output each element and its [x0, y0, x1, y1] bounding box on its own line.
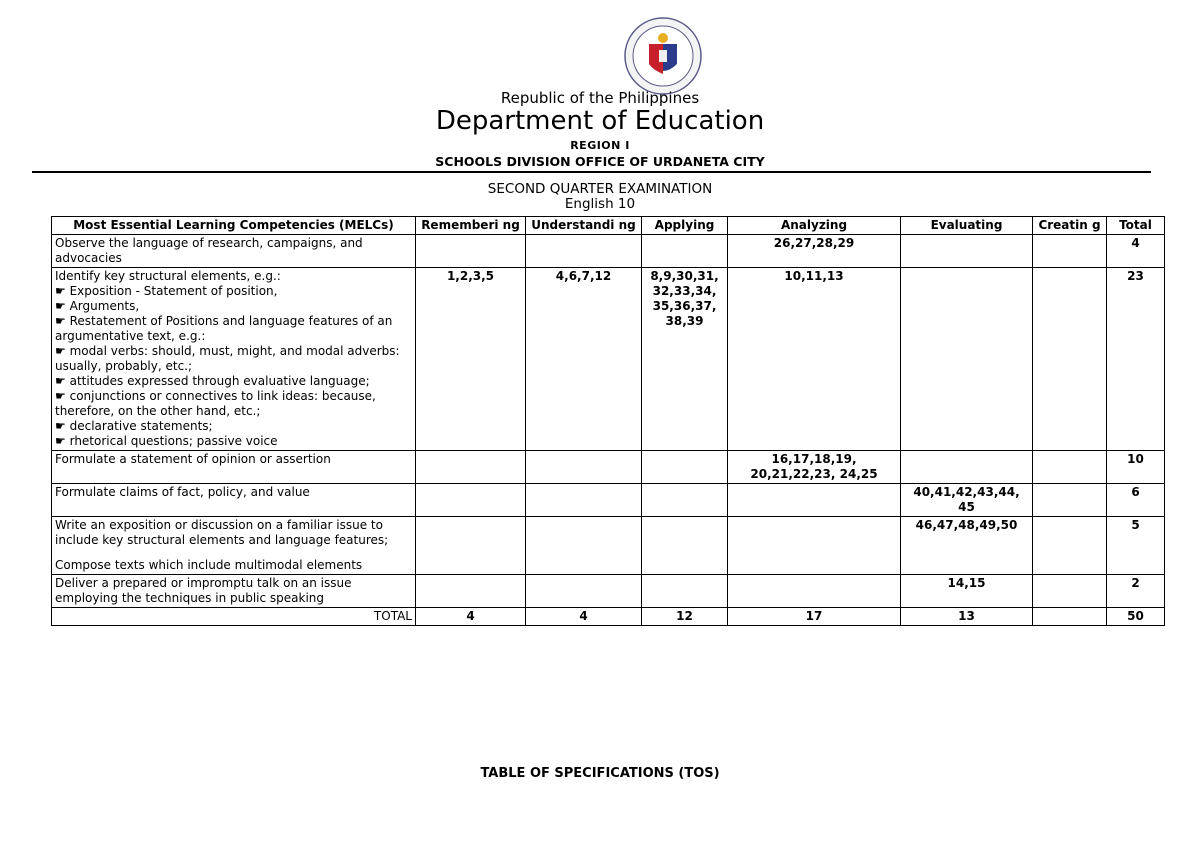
pointing-hand-icon: ☛	[55, 299, 66, 313]
melc-bullet-text: Arguments,	[69, 299, 140, 313]
melc-cell	[52, 484, 416, 517]
header-remembering: Rememberi ng	[416, 217, 526, 235]
cell-total: 6	[1107, 484, 1165, 517]
melc-bullet-item	[55, 299, 412, 314]
totals-row	[52, 608, 1165, 626]
melc-bullet-item	[55, 314, 412, 344]
division-text: SCHOOLS DIVISION OFFICE OF URDANETA CITY	[435, 154, 765, 169]
table-row	[52, 268, 1165, 451]
cell-creating	[1033, 451, 1107, 484]
table-header-row	[52, 217, 1165, 235]
cell-analyzing	[728, 575, 901, 608]
cell-remembering	[416, 517, 526, 575]
exam-title: SECOND QUARTER EXAMINATION	[487, 181, 713, 197]
cell-evaluating: 40,41,42,43,44, 45	[901, 484, 1033, 517]
melc-bullet-text: modal verbs: should, must, might, and modal adverbs: usually, probably, etc.;	[55, 344, 400, 373]
melc-text: Formulate claims of fact, policy, and value	[55, 485, 310, 499]
cell-creating	[1033, 517, 1107, 575]
cell-remembering	[416, 484, 526, 517]
cell-understanding: 4,6,7,12	[526, 268, 642, 451]
total-understanding: 4	[526, 608, 642, 626]
melc-cell	[52, 575, 416, 608]
cell-applying	[642, 451, 728, 484]
melc-bullet-text: Exposition - Statement of position,	[69, 284, 278, 298]
pointing-hand-icon: ☛	[55, 389, 66, 403]
cell-evaluating	[901, 451, 1033, 484]
melc-bullet-text: attitudes expressed through evaluative language;	[69, 374, 370, 388]
cell-creating	[1033, 484, 1107, 517]
cell-analyzing: 10,11,13	[728, 268, 901, 451]
total-analyzing: 17	[728, 608, 901, 626]
cell-understanding	[526, 484, 642, 517]
cell-applying	[642, 235, 728, 268]
table-row	[52, 484, 1165, 517]
melc-cell	[52, 517, 416, 575]
pointing-hand-icon: ☛	[55, 374, 66, 388]
pointing-hand-icon: ☛	[55, 284, 66, 298]
cell-remembering	[416, 575, 526, 608]
melc-bullet-text: declarative statements;	[69, 419, 213, 433]
subject-title: English 10	[564, 196, 636, 212]
melc-text: Observe the language of research, campaigns, and advocacies	[55, 236, 363, 265]
cell-analyzing	[728, 484, 901, 517]
cell-understanding	[526, 575, 642, 608]
cell-remembering	[416, 235, 526, 268]
cell-total: 10	[1107, 451, 1165, 484]
melc-bullet-item	[55, 344, 412, 374]
melc-cell	[52, 268, 416, 451]
melc-cell	[52, 235, 416, 268]
cell-remembering	[416, 451, 526, 484]
cell-analyzing: 26,27,28,29	[728, 235, 901, 268]
cell-applying	[642, 484, 728, 517]
cell-applying	[642, 517, 728, 575]
header-total: Total	[1107, 217, 1165, 235]
cell-total: 4	[1107, 235, 1165, 268]
department-title: Department of Education	[435, 106, 765, 136]
cell-creating	[1033, 235, 1107, 268]
cell-applying	[642, 575, 728, 608]
table-row	[52, 451, 1165, 484]
melc-text: Compose texts which include multimodal elements	[55, 558, 363, 572]
cell-evaluating	[901, 268, 1033, 451]
cell-analyzing	[728, 517, 901, 575]
cell-analyzing: 16,17,18,19, 20,21,22,23, 24,25	[728, 451, 901, 484]
header-evaluating: Evaluating	[901, 217, 1033, 235]
header-creating: Creatin g	[1033, 217, 1107, 235]
total-remembering: 4	[416, 608, 526, 626]
melc-bullet-item	[55, 419, 412, 434]
pointing-hand-icon: ☛	[55, 344, 66, 358]
deped-seal-logo	[623, 16, 703, 96]
region-text: REGION I	[570, 139, 630, 152]
total-evaluating: 13	[901, 608, 1033, 626]
pointing-hand-icon: ☛	[55, 419, 66, 433]
cell-remembering: 1,2,3,5	[416, 268, 526, 451]
total-total: 50	[1107, 608, 1165, 626]
total-applying: 12	[642, 608, 728, 626]
cell-evaluating: 14,15	[901, 575, 1033, 608]
cell-total: 2	[1107, 575, 1165, 608]
cell-evaluating: 46,47,48,49,50	[901, 517, 1033, 575]
melc-bullet-item	[55, 284, 412, 299]
totals-label: TOTAL	[52, 608, 416, 626]
header-divider	[32, 171, 1151, 173]
pointing-hand-icon: ☛	[55, 434, 66, 448]
cell-understanding	[526, 517, 642, 575]
table-row	[52, 517, 1165, 575]
pointing-hand-icon: ☛	[55, 314, 66, 328]
cell-total: 5	[1107, 517, 1165, 575]
total-creating	[1033, 608, 1107, 626]
cell-understanding	[526, 235, 642, 268]
cell-applying: 8,9,30,31, 32,33,34, 35,36,37, 38,39	[642, 268, 728, 451]
melc-bullet-item	[55, 374, 412, 389]
melc-bullet-item	[55, 434, 412, 449]
header-analyzing: Analyzing	[728, 217, 901, 235]
melc-text: Deliver a prepared or impromptu talk on an issue employing the techniques in public speaking	[55, 576, 352, 605]
melc-bullet-text: conjunctions or connectives to link ideas: because, therefore, on the other hand, etc.;	[55, 389, 376, 418]
tos-title: TABLE OF SPECIFICATIONS (TOS)	[480, 766, 720, 781]
header-understanding: Understandi ng	[526, 217, 642, 235]
cell-evaluating	[901, 235, 1033, 268]
cell-creating	[1033, 575, 1107, 608]
melc-cell	[52, 451, 416, 484]
cell-understanding	[526, 451, 642, 484]
melc-bullet-item	[55, 389, 412, 419]
tos-table	[51, 216, 1165, 626]
cell-total: 23	[1107, 268, 1165, 451]
table-row	[52, 575, 1165, 608]
header-applying: Applying	[642, 217, 728, 235]
melc-text: Formulate a statement of opinion or assertion	[55, 452, 331, 466]
melc-text: Identify key structural elements, e.g.:	[55, 269, 281, 283]
melc-text: Write an exposition or discussion on a familiar issue to include key structural elements and language features;	[55, 518, 389, 547]
cell-creating	[1033, 268, 1107, 451]
melc-bullet-text: Restatement of Positions and language features of an argumentative text, e.g.:	[55, 314, 393, 343]
republic-text: Republic of the Philippines	[500, 89, 700, 107]
header-melcs: Most Essential Learning Competencies (MELCs)	[52, 217, 416, 235]
table-row	[52, 235, 1165, 268]
melc-bullet-text: rhetorical questions; passive voice	[69, 434, 278, 448]
